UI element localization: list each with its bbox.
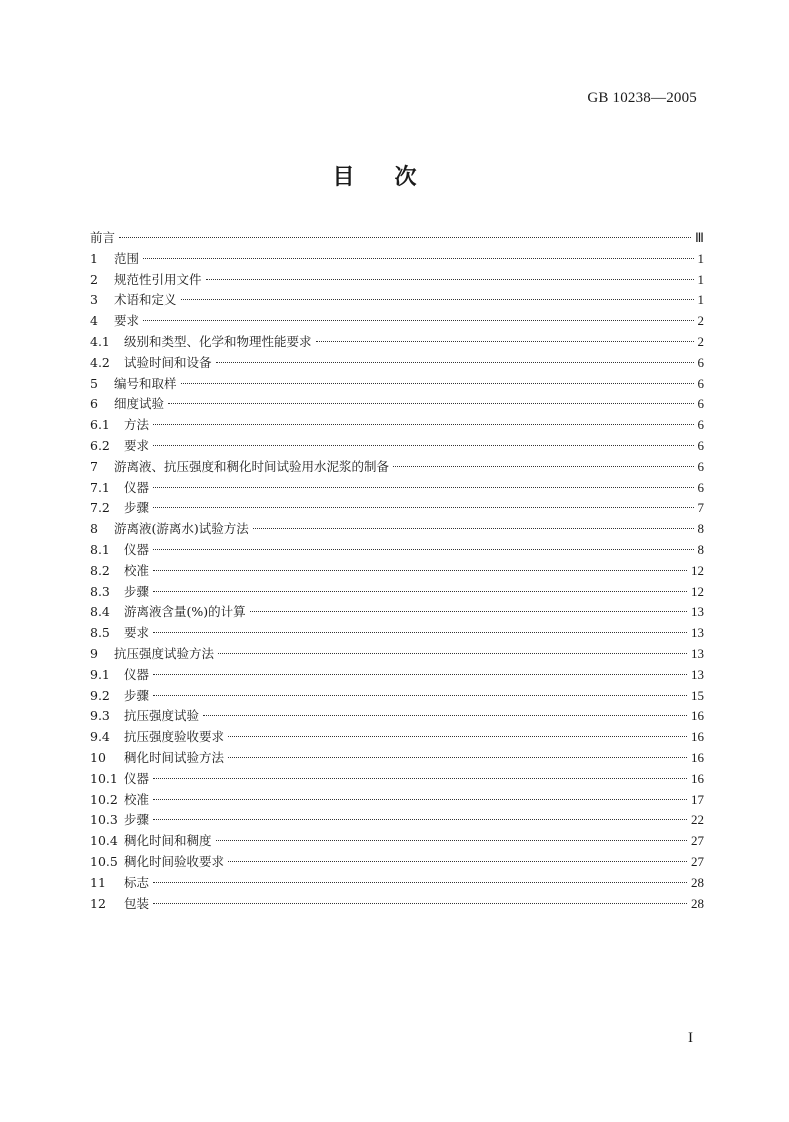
toc-entry xyxy=(90,665,704,686)
toc-entry xyxy=(90,498,704,519)
toc-entry-title: 仪器 xyxy=(124,541,150,557)
toc-entry-page: 6 xyxy=(697,417,704,433)
toc-entry xyxy=(90,478,704,499)
toc-entry xyxy=(90,582,704,603)
toc-entry xyxy=(90,353,704,374)
toc-entry xyxy=(90,332,704,353)
toc-entry xyxy=(90,894,704,915)
toc-entry-page: 6 xyxy=(697,396,704,412)
toc-entry-title: 范围 xyxy=(114,250,140,266)
toc-entry xyxy=(90,457,704,478)
table-of-contents xyxy=(90,228,704,914)
toc-entry-page: 8 xyxy=(697,541,704,557)
toc-entry-title: 术语和定义 xyxy=(114,292,177,308)
toc-entry-number: 8 xyxy=(90,521,98,537)
toc-entry-page: 6 xyxy=(697,354,704,370)
toc-entry-page: 16 xyxy=(691,708,704,724)
toc-entry xyxy=(90,686,704,707)
leader-dots xyxy=(218,653,687,654)
toc-entry-title: 仪器 xyxy=(124,479,150,495)
toc-entry-number: 4.2 xyxy=(90,354,110,370)
toc-entry-page: 1 xyxy=(697,292,704,308)
toc-entry-title: 标志 xyxy=(124,874,150,890)
toc-entry-title: 仪器 xyxy=(124,770,150,786)
leader-dots xyxy=(143,258,693,259)
toc-entry-page: 2 xyxy=(697,313,704,329)
page-title: 目次 xyxy=(332,165,457,190)
toc-entry xyxy=(90,394,704,415)
toc-entry xyxy=(90,374,704,395)
toc-entry-number: 9.2 xyxy=(90,687,110,703)
toc-entry-page: 13 xyxy=(691,625,704,641)
toc-entry-number: 8.5 xyxy=(90,625,110,641)
toc-entry-number: 4 xyxy=(90,313,98,329)
toc-entry-title: 步骤 xyxy=(124,812,150,828)
toc-entry xyxy=(90,769,704,790)
toc-entry-page: 16 xyxy=(691,770,704,786)
toc-entry xyxy=(90,415,704,436)
standard-code: GB 10238—2005 xyxy=(587,90,697,106)
toc-entry-page: 27 xyxy=(691,853,704,869)
toc-entry-number: 10 xyxy=(90,749,106,765)
toc-entry-page: 7 xyxy=(697,500,704,516)
leader-dots xyxy=(153,674,687,675)
toc-entry-number: 6 xyxy=(90,396,98,412)
toc-entry-number: 6.1 xyxy=(90,417,110,433)
leader-dots xyxy=(119,237,691,238)
toc-entry-number: 9.1 xyxy=(90,666,110,682)
leader-dots xyxy=(250,611,687,612)
leader-dots xyxy=(228,736,687,737)
toc-entry-page: 13 xyxy=(691,604,704,620)
toc-entry-title: 游离液(游离水)试验方法 xyxy=(114,521,249,537)
toc-entry xyxy=(90,644,704,665)
toc-entry-number: 5 xyxy=(90,375,98,391)
leader-dots xyxy=(153,424,693,425)
toc-entry-page: 1 xyxy=(697,271,704,287)
toc-entry-page: Ⅲ xyxy=(695,230,704,245)
toc-entry xyxy=(90,748,704,769)
toc-entry xyxy=(90,290,704,311)
toc-entry-title: 抗压强度试验方法 xyxy=(114,645,215,661)
toc-entry-page: 17 xyxy=(691,791,704,807)
leader-dots xyxy=(153,799,687,800)
toc-entry-number: 8.3 xyxy=(90,583,110,599)
leader-dots xyxy=(181,299,694,300)
toc-entry-title: 规范性引用文件 xyxy=(114,271,202,287)
toc-entry-page: 16 xyxy=(691,729,704,745)
toc-entry-page: 28 xyxy=(691,874,704,890)
toc-entry-title: 要求 xyxy=(124,625,150,641)
toc-entry xyxy=(90,873,704,894)
toc-entry-title: 校准 xyxy=(124,791,150,807)
leader-dots xyxy=(253,528,694,529)
leader-dots xyxy=(393,466,693,467)
toc-entry-page: 15 xyxy=(691,687,704,703)
leader-dots xyxy=(153,507,693,508)
toc-entry-number: 12 xyxy=(90,895,106,911)
leader-dots xyxy=(153,632,687,633)
toc-entry xyxy=(90,810,704,831)
toc-entry-title: 稠化时间试验方法 xyxy=(124,749,225,765)
toc-entry xyxy=(90,436,704,457)
toc-entry-page: 16 xyxy=(691,749,704,765)
toc-entry-page: 6 xyxy=(697,437,704,453)
toc-entry-page: 6 xyxy=(697,479,704,495)
toc-entry-title: 游离液、抗压强度和稠化时间试验用水泥浆的制备 xyxy=(114,458,390,474)
toc-entry-number: 8.1 xyxy=(90,541,110,557)
leader-dots xyxy=(206,279,694,280)
toc-entry-page: 28 xyxy=(691,895,704,911)
toc-entry-number: 3 xyxy=(90,292,98,308)
toc-entry-title: 步骤 xyxy=(124,687,150,703)
toc-entry-number: 10.5 xyxy=(90,853,118,869)
leader-dots xyxy=(216,840,687,841)
toc-entry-title: 细度试验 xyxy=(114,396,165,412)
toc-entry xyxy=(90,602,704,623)
toc-entry-page: 6 xyxy=(697,458,704,474)
leader-dots xyxy=(216,362,694,363)
toc-entry-page: 8 xyxy=(697,521,704,537)
leader-dots xyxy=(203,715,687,716)
toc-entry-page: 6 xyxy=(697,375,704,391)
toc-entry-number: 1 xyxy=(90,250,98,266)
toc-entry-number: 9.3 xyxy=(90,708,110,724)
toc-entry-title: 抗压强度验收要求 xyxy=(124,729,225,745)
toc-entry xyxy=(90,852,704,873)
toc-entry-number: 9 xyxy=(90,645,98,661)
toc-entry-number: 6.2 xyxy=(90,437,110,453)
toc-entry-number: 10.4 xyxy=(90,833,118,849)
toc-entry-title: 试验时间和设备 xyxy=(124,354,212,370)
toc-entry-title: 前言 xyxy=(90,230,116,245)
leader-dots xyxy=(153,819,687,820)
toc-entry-number: 9.4 xyxy=(90,729,110,745)
toc-entry-number: 10.1 xyxy=(90,770,118,786)
toc-entry-page: 13 xyxy=(691,666,704,682)
page-number: I xyxy=(688,1030,693,1046)
toc-entry-title: 级别和类型、化学和物理性能要求 xyxy=(124,333,312,349)
toc-entry-title: 步骤 xyxy=(124,583,150,599)
toc-entry-number: 7.1 xyxy=(90,479,110,495)
leader-dots xyxy=(153,695,687,696)
leader-dots xyxy=(153,487,693,488)
toc-entry xyxy=(90,311,704,332)
toc-entry-title: 稠化时间验收要求 xyxy=(124,853,225,869)
toc-entry xyxy=(90,249,704,270)
toc-entry xyxy=(90,228,704,249)
leader-dots xyxy=(153,903,687,904)
toc-entry-number: 8.2 xyxy=(90,562,110,578)
toc-entry xyxy=(90,519,704,540)
toc-entry-number: 11 xyxy=(90,874,106,890)
toc-entry-title: 抗压强度试验 xyxy=(124,708,200,724)
toc-entry-title: 稠化时间和稠度 xyxy=(124,833,212,849)
toc-entry-page: 13 xyxy=(691,645,704,661)
leader-dots xyxy=(153,778,687,779)
toc-entry-number: 8.4 xyxy=(90,604,110,620)
toc-entry xyxy=(90,540,704,561)
toc-entry-title: 要求 xyxy=(114,313,140,329)
toc-entry-title: 包装 xyxy=(124,895,150,911)
toc-entry-page: 27 xyxy=(691,833,704,849)
toc-entry xyxy=(90,706,704,727)
toc-entry-title: 方法 xyxy=(124,417,150,433)
leader-dots xyxy=(181,383,694,384)
toc-entry-number: 7 xyxy=(90,458,98,474)
toc-entry-title: 步骤 xyxy=(124,500,150,516)
toc-entry-number: 2 xyxy=(90,271,98,287)
toc-entry-title: 游离液含量(%)的计算 xyxy=(124,604,246,620)
leader-dots xyxy=(228,757,687,758)
toc-entry-number: 10.2 xyxy=(90,791,118,807)
toc-entry-title: 要求 xyxy=(124,437,150,453)
toc-entry-page: 22 xyxy=(691,812,704,828)
toc-entry xyxy=(90,790,704,811)
leader-dots xyxy=(228,861,687,862)
toc-entry-page: 1 xyxy=(697,250,704,266)
leader-dots xyxy=(168,403,693,404)
toc-entry-page: 2 xyxy=(697,333,704,349)
leader-dots xyxy=(153,882,687,883)
toc-entry xyxy=(90,831,704,852)
leader-dots xyxy=(316,341,694,342)
leader-dots xyxy=(153,445,693,446)
toc-entry-title: 仪器 xyxy=(124,666,150,682)
toc-entry-number: 4.1 xyxy=(90,333,110,349)
leader-dots xyxy=(153,591,687,592)
toc-entry-title: 校准 xyxy=(124,562,150,578)
leader-dots xyxy=(153,549,693,550)
toc-entry xyxy=(90,270,704,291)
toc-entry-page: 12 xyxy=(691,583,704,599)
leader-dots xyxy=(153,570,687,571)
toc-entry xyxy=(90,727,704,748)
toc-entry-number: 10.3 xyxy=(90,812,118,828)
toc-entry xyxy=(90,623,704,644)
toc-entry-title: 编号和取样 xyxy=(114,375,177,391)
toc-entry-number: 7.2 xyxy=(90,500,110,516)
toc-entry xyxy=(90,561,704,582)
leader-dots xyxy=(143,320,693,321)
toc-entry-page: 12 xyxy=(691,562,704,578)
